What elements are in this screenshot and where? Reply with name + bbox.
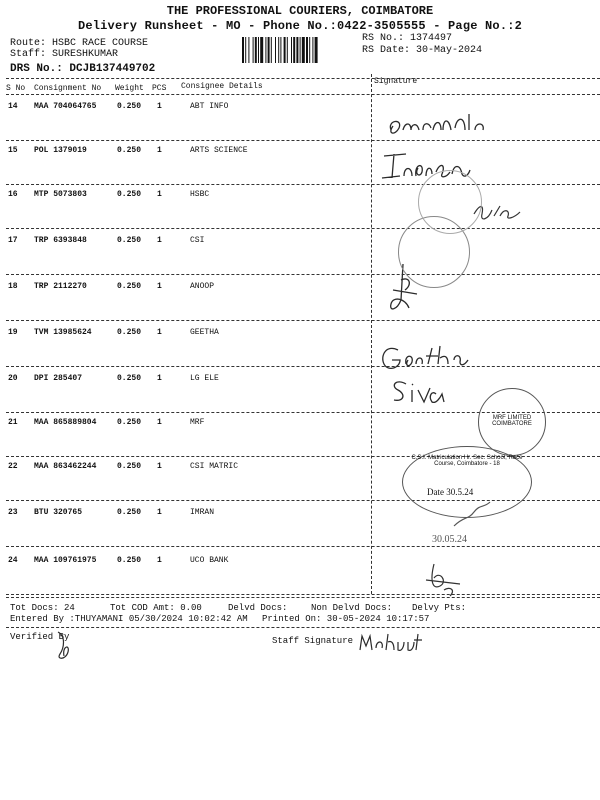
staff-signature-label: Staff Signature [272,636,354,646]
cell-sno: 17 [8,236,18,245]
cell-consignment: POL 1379019 [34,146,87,155]
col-consignment: Consignment No [34,84,102,93]
col-signature: Signature [374,77,418,86]
row-separator [6,320,600,321]
table-top-rule [6,78,600,79]
cell-weight: 0.250 [117,282,142,291]
cell-sno: 20 [8,374,18,383]
col-weight: Weight [115,84,144,93]
barcode-bar [260,37,263,63]
cell-weight: 0.250 [117,102,142,111]
cell-consignee: UCO BANK [190,556,229,565]
stamp-date-2: 30.05.24 [432,534,467,545]
cell-consignment: TRP 6393848 [34,236,87,245]
cell-consignee: CSI [190,236,205,245]
cell-weight: 0.250 [117,556,142,565]
cell-sno: 24 [8,556,18,565]
footer-bottom-rule [6,627,600,628]
non-delivered-docs: Non Delvd Docs: [311,603,393,613]
row-separator [6,228,600,229]
col-consignee: Consignee Details [181,82,263,91]
total-docs: Tot Docs: 24 [10,603,75,613]
row-separator [6,594,600,595]
cell-weight: 0.250 [117,328,142,337]
cell-sno: 19 [8,328,18,337]
cell-sno: 14 [8,102,18,111]
cell-sno: 15 [8,146,18,155]
barcode-bar [296,37,298,63]
cell-pcs: 1 [157,236,162,245]
cell-pcs: 1 [157,418,162,427]
delivery-points: Delvy Pts: [412,603,467,613]
barcode-bar [302,37,305,63]
cell-consignment: MAA 865889804 [34,418,97,427]
signature-siva [388,376,468,406]
barcode-bar [268,37,270,63]
row-separator [6,184,600,185]
verified-by-signature [54,628,84,662]
stamp-mrf-seal [478,388,546,456]
barcode-bar [312,37,313,63]
col-sno: S No [6,84,26,93]
cell-pcs: 1 [157,556,162,565]
cell-consignment: BTU 320765 [34,508,83,517]
barcode-bar [306,37,308,63]
cell-consignee: MRF [190,418,205,427]
cell-pcs: 1 [157,508,162,517]
signature-saranya [385,108,505,142]
cell-consignee: ABT INFO [190,102,229,111]
barcode-bar [248,37,249,63]
delivered-docs: Delvd Docs: [228,603,288,613]
signature-column-divider [371,74,372,594]
barcode-bar [280,37,281,63]
barcode-bar [242,37,244,63]
signature-uco [420,560,470,600]
signature-geetha [378,340,478,374]
cell-consignee: ARTS SCIENCE [190,146,248,155]
cell-pcs: 1 [157,282,162,291]
cell-sno: 18 [8,282,18,291]
barcode-bar [315,37,318,63]
route-label: Route: HSBC RACE COURSE [10,38,149,49]
verified-by-label: Verified By [10,632,70,642]
runsheet-subtitle: Delivery Runsheet - MO - Phone No.:0422-3505555 - Page No.:2 [77,19,523,33]
barcode-bar [293,37,295,63]
cell-consignee: GEETHA [190,328,219,337]
barcode-bar [309,37,310,63]
cell-consignee: LG ELE [190,374,219,383]
cell-pcs: 1 [157,190,162,199]
barcode-bar [287,37,288,63]
barcode-bar [275,37,276,63]
cell-sno: 21 [8,418,18,427]
stamp-hsbc-seal [418,170,482,234]
row-separator [6,546,600,547]
barcode-bar [265,37,266,63]
cell-weight: 0.250 [117,418,142,427]
cell-pcs: 1 [157,374,162,383]
company-title: THE PROFESSIONAL COURIERS, COIMBATORE [166,4,434,18]
barcode-bar [245,37,246,63]
row-separator [6,140,600,141]
stamp-mrf-text: MRF LIMITED COIMBATORE [492,415,532,427]
barcode-bar [278,37,279,63]
entered-by: Entered By :THUYAMANI 05/30/2024 10:02:42 AM [10,614,248,624]
cell-weight: 0.250 [117,236,142,245]
stamp-csi-text: C.S.I. Matriculation Hr. Sec. School, Race Course, Coimbatore - 18 [411,455,523,467]
barcode-bar [300,37,301,63]
cell-pcs: 1 [157,328,162,337]
cell-weight: 0.250 [117,146,142,155]
cell-consignment: MAA 704064765 [34,102,97,111]
barcode-bar [253,37,254,63]
row-separator [6,366,600,367]
cell-consignee: ANOOP [190,282,215,291]
cell-weight: 0.250 [117,190,142,199]
cell-pcs: 1 [157,146,162,155]
cell-consignment: DPI 285407 [34,374,83,383]
cell-sno: 16 [8,190,18,199]
cell-consignment: TRP 2112270 [34,282,87,291]
cell-consignment: TVM 13985624 [34,328,92,337]
total-cod-amount: Tot COD Amt: 0.00 [110,603,202,613]
table-header-rule [6,94,600,95]
cell-weight: 0.250 [117,374,142,383]
footer-top-rule [6,597,600,598]
stamp-csi-matric [402,446,532,518]
staff-label: Staff: SURESHKUMAR [10,49,119,60]
cell-sno: 22 [8,462,18,471]
cell-consignee: IMRAN [190,508,215,517]
drs-number: DRS No.: DCJB137449702 [10,63,156,75]
staff-signature-mark [356,630,426,654]
barcode-bar [258,37,259,63]
cell-pcs: 1 [157,462,162,471]
cell-pcs: 1 [157,102,162,111]
row-separator [6,274,600,275]
cell-consignment: MAA 109761975 [34,556,97,565]
cell-consignment: MTP 5073803 [34,190,87,199]
barcode-bar [271,37,272,63]
cell-sno: 23 [8,508,18,517]
barcode [242,37,356,63]
cell-consignee: CSI MATRIC [190,462,239,471]
barcode-bar [255,37,257,63]
cell-consignment: MAA 863462244 [34,462,97,471]
printed-on: Printed On: 30-05-2024 10:17:57 [262,614,430,624]
cell-weight: 0.250 [117,508,142,517]
col-pcs: PCS [152,84,167,93]
cell-weight: 0.250 [117,462,142,471]
rs-date: RS Date: 30-May-2024 [362,45,483,56]
cell-consignee: HSBC [190,190,210,199]
barcode-bar [291,37,292,63]
barcode-bar [284,37,286,63]
rs-number: RS No.: 1374497 [362,33,453,44]
stamp-date-text: Date 30.5.24 [427,487,474,497]
